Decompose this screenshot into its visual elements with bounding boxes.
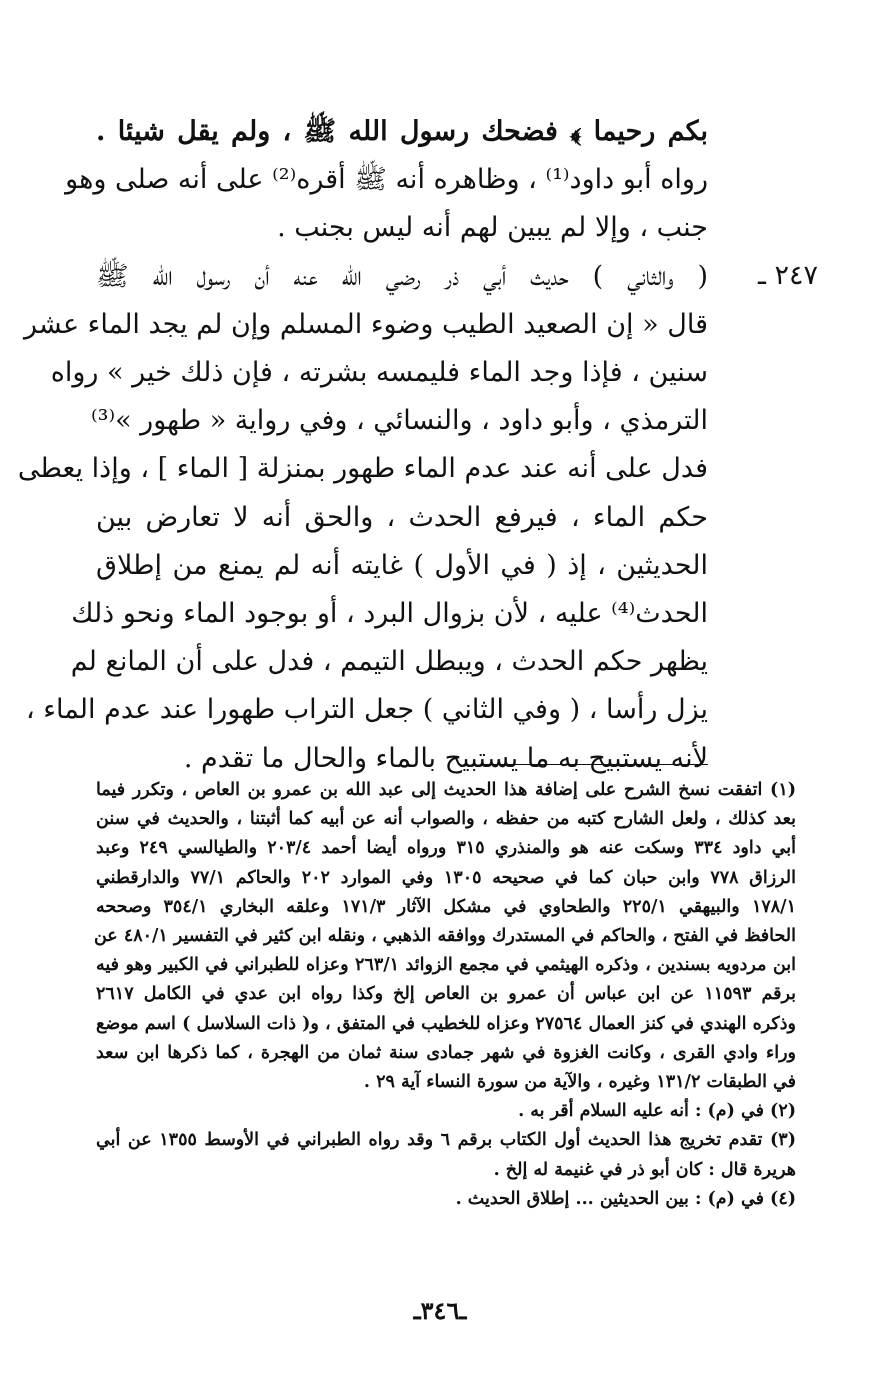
footnotes: [93, 776, 797, 1214]
footnote-line: وذكره الهندي في كنز العمال ٢٧٥٦٤ وعزاه للخطيب في المتفق ، و( ذات السلاسل ) اسم موضع: [96, 1013, 796, 1034]
footnote-line: بعد كذلك ، ولعل الشارح كتبه من حفظه ، والصواب أنه عن أبيه كما أثبتنا ، والحديث في سنن: [96, 809, 796, 830]
body-line: جنب ، وإلا لم يبين لهم أنه ليس بجنب .: [277, 212, 708, 244]
footnote-line: ابن مردويه بسندين ، وذكره الهيثمي في مجمع الزوائد ٢٦٣/١ وعزاه للطبراني في الكبير وهو فيه: [96, 955, 796, 976]
body-line: فدل على أنه عند عدم الماء طهور بمنزلة [ الماء ] ، وإذا يعطى: [17, 453, 708, 485]
footnote-line: (٤) في (م) : بين الحديثين ... إطلاق الحديث .: [455, 1188, 796, 1209]
footnote-line: هريرة قال : كان أبو ذر في غنيمة له إلخ .: [493, 1159, 796, 1180]
footnote-line: في الطبقات ١٣١/٢ وغيره ، والآية من سورة النساء آية ٢٩ .: [363, 1072, 796, 1093]
body-line: قال « إن الصعيد الطيب وضوء المسلم وإن لم يجد الماء عشر: [23, 308, 708, 340]
footnote-line: (٢) في (م) : أنه عليه السلام أقر به .: [518, 1101, 796, 1122]
body-line: الترمذي ، وأبو داود ، والنسائي ، وفي رواية « طهور »⁽³⁾: [90, 405, 708, 437]
footnote-line: وراء وادي القرى ، وكانت الغزوة في شهر جمادى سنة ثمان من الهجرة ، كما ذكرها ابن سعد: [96, 1042, 796, 1063]
body-line: يظهر حكم الحدث ، ويبطل التيمم ، فدل على أن المانع لم: [70, 646, 708, 678]
footnote-line: (١) اتفقت نسخ الشرح على إضافة هذا الحديث إلى عبد الله بن عمرو بن العاص ، وتكرر فيما: [96, 780, 796, 800]
body-line: حكم الماء ، فيرفع الحدث ، والحق أنه لا تعارض بين: [96, 501, 708, 533]
footnote-line: الرزاق ٧٧٨ وابن حبان كما في صحيحه ١٣٠٥ وفي الموارد ٢٠٢ والحاكم ٧٧/١ والدارقطني: [96, 867, 797, 888]
main-text: [17, 108, 708, 783]
footnote-line: ١٧٨/١ والبيهقي ٢٢٥/١ والطحاوي في مشكل الآثار ١٧١/٣ وعلقه البخاري ٣٥٤/١ وصححه: [96, 896, 796, 917]
body-line: بكم رحيما ﴾ فضحك رسول الله ﷺ ، ولم يقل شيئا .: [96, 116, 708, 147]
footnote-line: أبي داود ٣٣٤ وسكت عنه هو والمنذري ٣١٥ ورواه أيضا أحمد ٢٠٣/٤ والطيالسي ٢٤٩ وعبد: [96, 838, 797, 859]
footnote-line: الحافظ في الفتح ، والحاكم في المستدرك ووافقه الذهبي ، ونقله ابن كثير في التفسير ٤٨٠/١ عن: [93, 926, 796, 947]
body-line: لأنه يستبيح به ما يستبيح بالماء والحال ما تقدم .: [183, 742, 708, 774]
page-number: ـ٣٤٦ـ: [413, 1296, 467, 1325]
body-line: ( والثاني ) حديث أبي ذر رضي الله عنه أن رسول الله ﷺ: [96, 260, 708, 292]
hadith-number: ٢٤٧ ـ: [757, 260, 818, 291]
body-line: الحديثين ، إذ ( في الأول ) غايته أنه لم يمنع من إطلاق: [96, 549, 708, 581]
footnote-line: برقم ١١٥٩٣ عن ابن عباس أن عمرو بن العاص إلخ وكذا رواه ابن عدي في الكامل ٢٦١٧: [96, 984, 796, 1005]
body-line: سنين ، فإذا وجد الماء فليمسه بشرته ، فإن ذلك خير » رواه: [50, 357, 708, 389]
body-line: رواه أبو داود⁽¹⁾ ، وظاهره أنه ﷺ أقره⁽²⁾ على أنه صلى وهو: [65, 164, 708, 196]
footnote-divider: [482, 764, 708, 765]
footnote-line: (٣) تقدم تخريج هذا الحديث أول الكتاب برقم ٦ وقد رواه الطبراني في الأوسط ١٣٥٥ عن أبي: [96, 1130, 796, 1151]
body-line: الحدث⁽⁴⁾ عليه ، لأن بزوال البرد ، أو بوجود الماء ونحو ذلك: [71, 598, 708, 630]
body-line: يزل رأسا ، ( وفي الثاني ) جعل التراب طهورا عند عدم الماء ،: [25, 694, 708, 726]
